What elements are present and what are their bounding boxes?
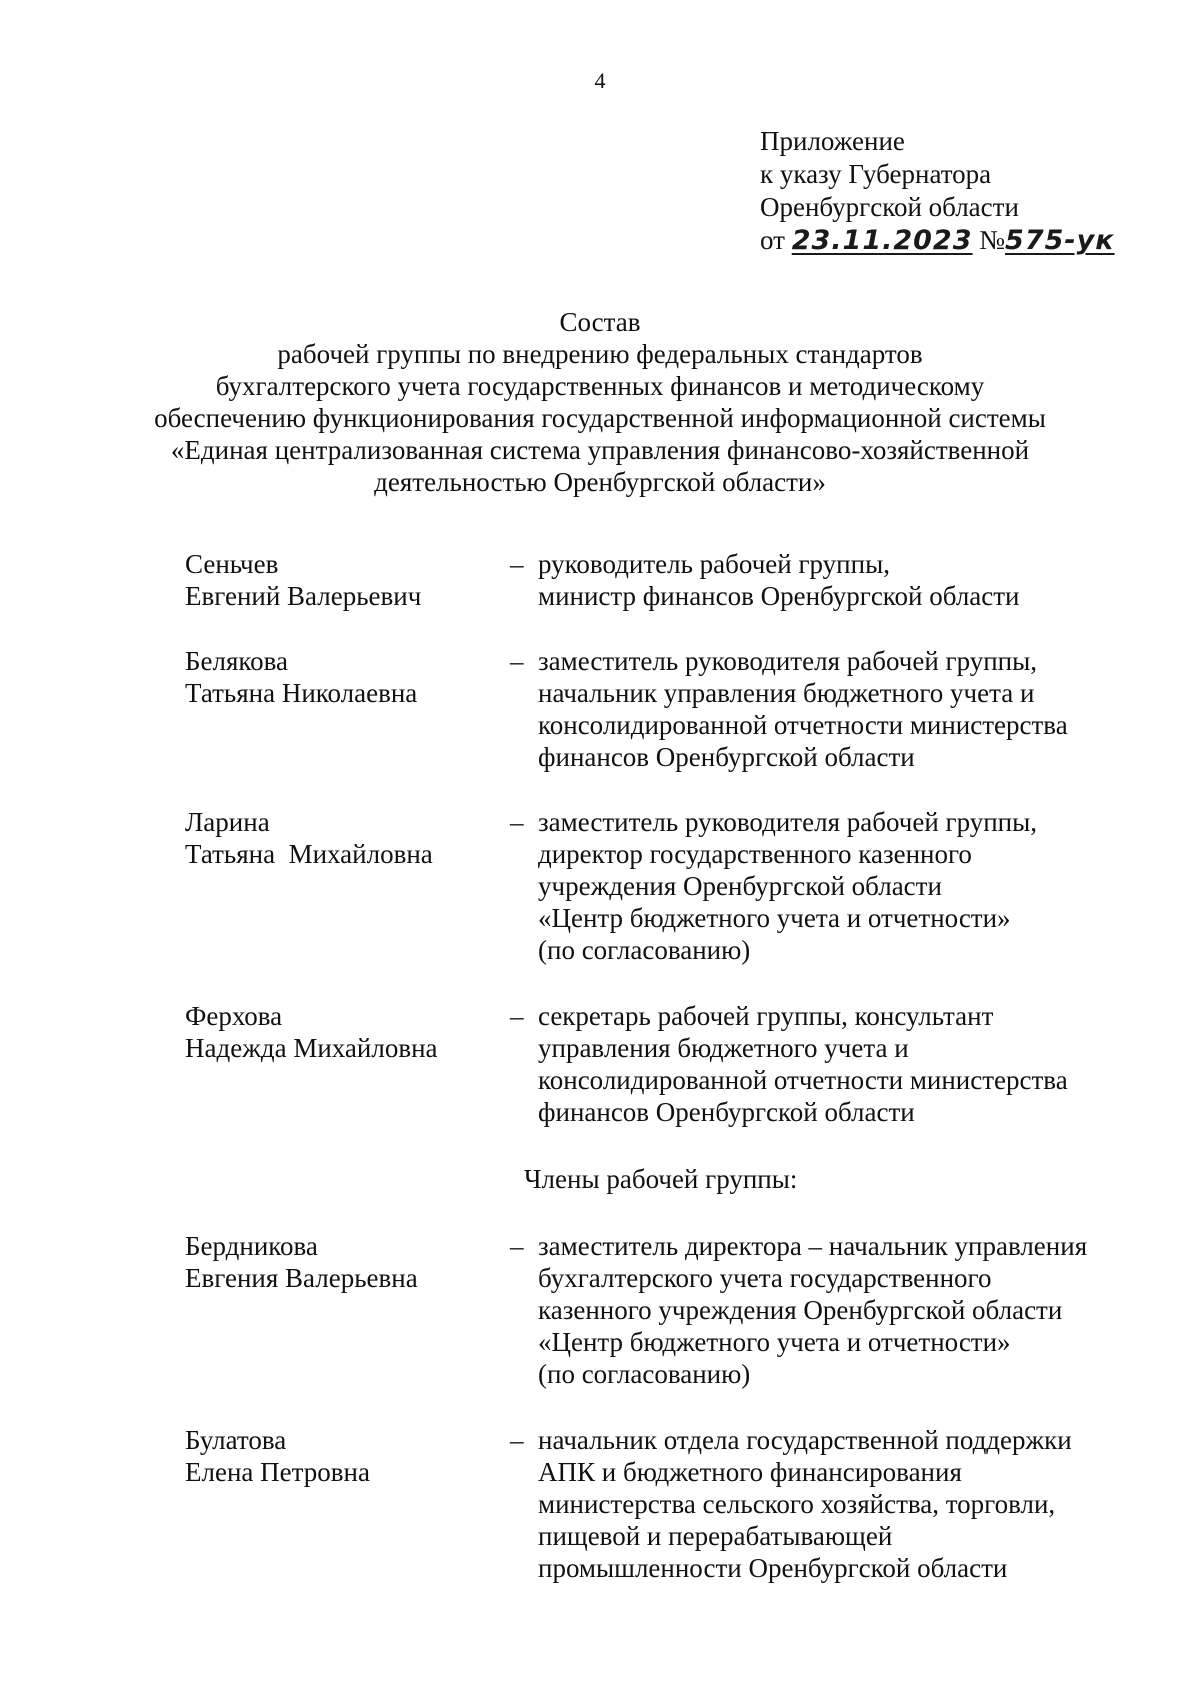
role-line: заместитель руководителя рабочей группы, <box>538 646 1038 676</box>
member-surname: Ферхова <box>185 1001 283 1031</box>
role-line: консолидированной отчетности министерства <box>538 1065 1068 1095</box>
member-name <box>185 1230 510 1390</box>
role-line: начальник отдела государственной поддержки <box>538 1425 1072 1455</box>
member-name <box>185 806 510 966</box>
member-surname: Бердникова <box>185 1231 318 1261</box>
member-role <box>538 1230 1145 1390</box>
title-line-4: обеспечению функционирования государственной информационной системы <box>154 403 1046 433</box>
member-role <box>538 1000 1145 1128</box>
member-name <box>185 1424 510 1584</box>
role-line: «Центр бюджетного учета и отчетности» <box>538 1327 1011 1357</box>
title-line-2: рабочей группы по внедрению федеральных стандартов <box>277 339 923 369</box>
member-role <box>538 548 1145 612</box>
document-title <box>0 306 1200 498</box>
member-role <box>538 1424 1145 1584</box>
number-prefix: № <box>979 225 1006 255</box>
role-line: казенного учреждения Оренбургской области <box>538 1295 1063 1325</box>
appendix-line-3: Оренбургской области <box>760 192 1019 222</box>
members-heading: Члены рабочей группы: <box>524 1164 798 1194</box>
member-role <box>538 806 1145 966</box>
handwritten-number: 575-ук <box>1005 225 1115 256</box>
member-surname: Белякова <box>185 646 289 676</box>
role-line: учреждения Оренбургской области <box>538 871 942 901</box>
appendix-block <box>760 125 1115 257</box>
appendix-date-line <box>760 224 1115 257</box>
member-surname: Ларина <box>185 807 270 837</box>
member-name <box>185 1000 510 1128</box>
role-line: пищевой и перерабатывающей <box>538 1521 893 1551</box>
appendix-line-1: Приложение <box>760 126 905 156</box>
role-line: промышленности Оренбургской области <box>538 1553 1008 1583</box>
role-line: секретарь рабочей группы, консультант <box>538 1001 994 1031</box>
member-name <box>185 548 510 612</box>
role-line: министерства сельского хозяйства, торговли, <box>538 1489 1056 1519</box>
role-line: бухгалтерского учета государственного <box>538 1263 992 1293</box>
member-given-name: Евгений Валерьевич <box>185 581 422 611</box>
member-entry <box>185 1424 1145 1584</box>
page-number: 4 <box>594 68 606 93</box>
member-surname: Сеньчев <box>185 549 279 579</box>
member-name <box>185 645 510 773</box>
dash: – <box>510 1231 524 1261</box>
dash: – <box>510 807 524 837</box>
role-line: (по согласованию) <box>538 1359 751 1389</box>
title-line-3: бухгалтерского учета государственных финансов и методическому <box>215 371 985 401</box>
dash: – <box>510 549 524 579</box>
role-line: начальник управления бюджетного учета и <box>538 678 1035 708</box>
member-entry <box>185 548 1145 612</box>
dash: – <box>510 646 524 676</box>
role-line: консолидированной отчетности министерства <box>538 710 1068 740</box>
member-entry <box>185 645 1145 773</box>
role-line: заместитель руководителя рабочей группы, <box>538 807 1038 837</box>
role-line: «Центр бюджетного учета и отчетности» <box>538 903 1011 933</box>
role-line: АПК и бюджетного финансирования <box>538 1457 962 1487</box>
title-line-6: деятельностью Оренбургской области» <box>374 467 826 497</box>
dash: – <box>510 1425 524 1455</box>
date-prefix: от <box>760 225 785 255</box>
role-line: (по согласованию) <box>538 935 751 965</box>
title-line-1: Состав <box>559 307 641 337</box>
members-list <box>185 548 1145 1584</box>
member-entry <box>185 806 1145 966</box>
role-line: директор государственного казенного <box>538 839 972 869</box>
member-given-name: Татьяна Николаевна <box>185 678 418 708</box>
appendix-line-2: к указу Губернатора <box>760 159 992 189</box>
member-entry <box>185 1230 1145 1390</box>
role-line: управления бюджетного учета и <box>538 1033 909 1063</box>
role-line: руководитель рабочей группы, <box>538 549 890 579</box>
member-given-name: Татьяна Михайловна <box>185 839 433 869</box>
member-surname: Булатова <box>185 1425 287 1455</box>
dash: – <box>510 1001 524 1031</box>
title-line-5: «Единая централизованная система управления финансово-хозяйственной <box>170 435 1030 465</box>
role-line: заместитель директора – начальник управления <box>538 1231 1088 1261</box>
role-line: финансов Оренбургской области <box>538 742 915 772</box>
member-given-name: Елена Петровна <box>185 1457 370 1487</box>
member-given-name: Надежда Михайловна <box>185 1033 438 1063</box>
member-role <box>538 645 1145 773</box>
handwritten-date: 23.11.2023 <box>791 225 973 256</box>
member-entry <box>185 1000 1145 1128</box>
member-given-name: Евгения Валерьевна <box>185 1263 418 1293</box>
role-line: министр финансов Оренбургской области <box>538 581 1020 611</box>
role-line: финансов Оренбургской области <box>538 1097 915 1127</box>
